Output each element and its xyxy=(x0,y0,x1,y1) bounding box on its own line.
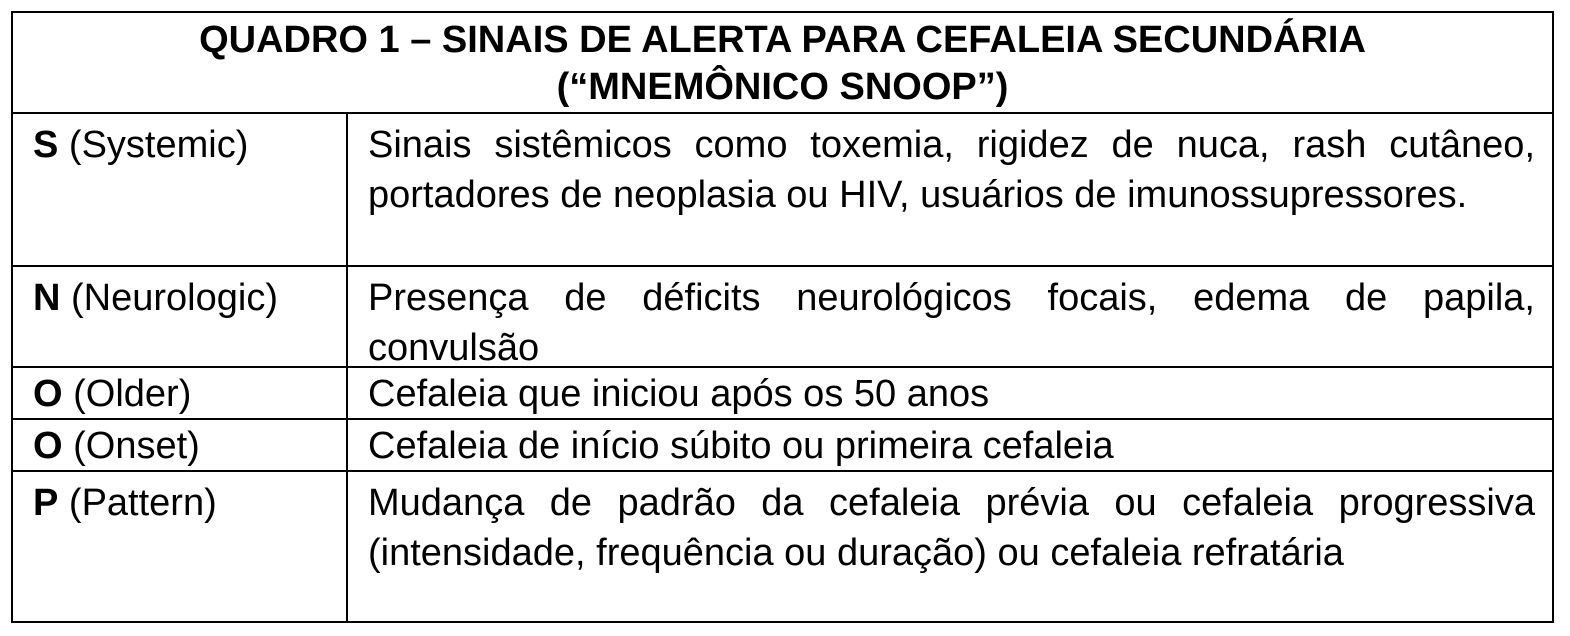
mnemonic-letter: O xyxy=(33,425,63,467)
row-key xyxy=(33,120,248,170)
row-key xyxy=(33,369,191,419)
table-row-older xyxy=(13,368,1552,420)
mnemonic-letter: N xyxy=(33,277,61,319)
row-description: Cefaleia que iniciou após os 50 anos xyxy=(368,373,990,415)
mnemonic-letter: S xyxy=(33,124,59,166)
table-row-neurologic xyxy=(13,267,1552,368)
mnemonic-term: (Neurologic) xyxy=(71,277,278,319)
row-key xyxy=(33,421,200,471)
mnemonic-letter: P xyxy=(33,482,59,524)
table-row-systemic xyxy=(13,114,1552,267)
mnemonic-letter: O xyxy=(33,373,63,415)
mnemonic-term: (Older) xyxy=(73,373,192,415)
table-title-line-2: (“MNEMÔNICO SNOOP”) xyxy=(556,66,1009,108)
mnemonic-term: (Pattern) xyxy=(68,482,217,524)
row-description: Cefaleia de início súbito ou primeira cefaleia xyxy=(368,425,1114,467)
row-description: Sinais sistêmicos como toxemia, rigidez de nuca, rash cutâneo, portadores de neoplasia ou HIV, usuários de imunossupressores. xyxy=(368,124,1535,216)
table-title xyxy=(13,13,1552,114)
snoop-table xyxy=(11,11,1554,623)
row-description: Presença de déficits neurológicos focais, edema de papila, convulsão xyxy=(368,277,1535,369)
table-title-line-1: QUADRO 1 – SINAIS DE ALERTA PARA CEFALEIA SECUNDÁRIA xyxy=(199,19,1366,61)
row-key xyxy=(33,478,217,528)
row-key xyxy=(33,273,278,323)
row-description: Mudança de padrão da cefaleia prévia ou cefaleia progressiva (intensidade, frequência ou duração) ou cefaleia refratária xyxy=(368,482,1535,574)
mnemonic-term: (Systemic) xyxy=(68,124,249,166)
table-row-pattern xyxy=(13,472,1552,621)
mnemonic-term: (Onset) xyxy=(73,425,200,467)
table-row-onset xyxy=(13,420,1552,472)
